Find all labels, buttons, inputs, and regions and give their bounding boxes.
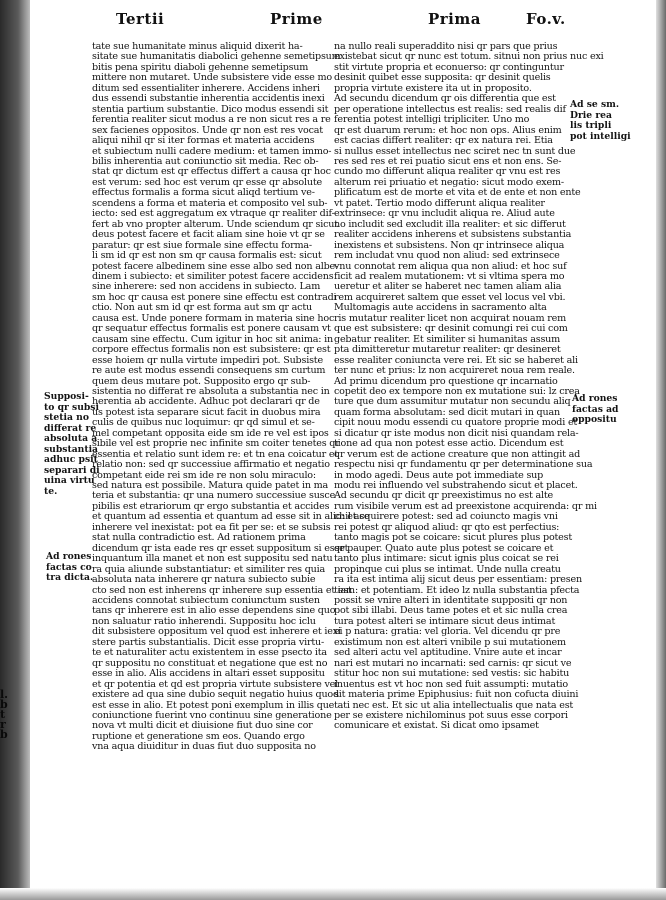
text-line: realiter accidens inherens et subsistens substantia <box>334 229 572 241</box>
text-line: rei potest qr aliquod aliud: qr qto est perfectius: <box>334 521 560 533</box>
text-line: nova vt multi dicit et diuisione fiut duo sine cor <box>92 720 313 732</box>
margin-note-ad-secundum: Ad se sm. Drie rea lis tripli pot intelligi <box>570 99 631 142</box>
text-line: paratur: qr est siue formale sine effectu forma- <box>92 239 312 251</box>
margin-note-ad-rones-right: Ad rones factas ad oppositu <box>572 393 619 425</box>
text-line: et qr potentia et qd est propria virtute subsistere vel <box>92 678 339 690</box>
text-line: stat nulla contradictio est. Ad rationem prima <box>92 532 306 544</box>
text-line: ris mutatur realiter licet non acquirat nouam rem <box>334 312 566 324</box>
text-line: inuentus est vt hoc non sed fuit assumpti: mutatio <box>334 678 568 690</box>
text-line: gebatur realiter. Et similiter si humanitas assum <box>334 333 561 345</box>
text-line: tate sue humanitate minus aliquid dixerit ha- <box>92 41 303 52</box>
text-line: bitis pena spiritu diaboli gehenne semetipsum <box>92 61 309 73</box>
text-line: ditum sed essentialiter inherere. Accidens inheri <box>92 82 320 94</box>
text-line: ferentia realiter sicut modus a re non sicut res a re <box>92 114 331 126</box>
text-line: ra quia aliunde substantiatur: et similiter res quia <box>92 563 326 575</box>
text-line: vnu connotat rem aliqua qua non aliud: et hoc suf <box>334 260 567 272</box>
text-line: tanto magis pot se coicare: sicut plures plus potest <box>334 532 573 544</box>
text-line: corpore effectus formalis non est subsistere: qr est <box>92 344 331 356</box>
margin-note-ad-rones-left: Ad rones factas co tra dicta. <box>46 551 94 583</box>
text-line: quam forma absolutam: sed dicit mutari in quan <box>334 406 560 418</box>
text-line: ei p natura: gratia: vel gloria. Vel dicendu qr pre <box>334 626 561 638</box>
text-line: sistentia no differat re absoluta a substantia nec in <box>92 385 330 397</box>
text-line: qr sequatur effectus formalis est ponere causam vt <box>92 323 331 335</box>
text-line: iecto: sed est aggregatum ex vtraque qr realiter dif- <box>92 208 335 220</box>
text-line: dus essendi substantie inherentia accidentis inexi <box>92 93 325 105</box>
text-line: per se existere nichilominus pot suus esse corpori <box>334 710 568 721</box>
text-line: bilis inherentia aut coniunctio sit media. Rec ob- <box>92 155 319 167</box>
text-line: comunicare et existat. Si dicat omo ipsamet <box>334 720 539 732</box>
text-line: sex facienes oppositos. Unde qr non est res vocat <box>92 124 323 136</box>
text-line: absoluta nata inherere qr natura subiecto subie <box>92 574 316 586</box>
text-line: existere ad qua sine dubio sequit negatio huius quod <box>92 689 339 701</box>
text-line: essentia et relatio sunt idem re: et tn ena coicatur et <box>92 448 339 460</box>
text-line: tanto plus intimare: sicut ignis plus coicat se rei <box>334 553 559 565</box>
text-line: pibilis est etrariorum qr ergo substantia et accides <box>92 500 330 512</box>
text-line: plificatum est de morte et vita et de ente et non ente <box>334 187 581 199</box>
text-line: qr pauper. Quato aute plus potest se coicare et <box>334 542 554 554</box>
text-line: vt patet. Tertio modo differunt aliqua realiter <box>334 197 545 209</box>
text-line: Ad secundu dicendum qr ois differentia que est <box>334 93 556 105</box>
text-line: dinem i subiecto: et similiter potest facere accidens <box>92 270 334 282</box>
text-line: teria et substantia: qr una numero successiue susce <box>92 490 336 502</box>
text-line: tans qr inherere est in alio esse dependens sine quo <box>92 605 336 617</box>
text-line: ueretur et aliter se haberet nec tamen aliam alia <box>334 281 562 293</box>
text-line: te et naturaliter actu existentem in esse psecto ita <box>92 647 327 659</box>
text-line: esse in alio. Alis accidens in altari esset suppositu <box>92 668 325 680</box>
text-line: que est subsistere: qr desinit comungi rei cui com <box>334 323 568 335</box>
text-line: vna aqua diuiditur in duas fiut duo supposita no <box>92 741 316 753</box>
text-line: possit se vnire alteri in identitate suppositi qr non <box>334 595 568 607</box>
text-line: herentia ab accidente. Adhuc pot declarari qr de <box>92 396 320 408</box>
text-line: respectu nisi qr fundamentu qr per determinatione sua <box>334 459 593 471</box>
text-line: est verum: sed hoc est verum qr esse qr absolute <box>92 176 322 188</box>
text-line: Ad primu dicendum pro questione qr incarnatio <box>334 375 558 387</box>
text-line: li sm id qr est non sm qr causa formalis est: sicut <box>92 250 322 262</box>
text-line: ture que dum assumitur mutatur non secundu aliq <box>334 396 571 408</box>
text-line: dit subsistere oppositum vel quod est inherere et iexi <box>92 626 341 638</box>
text-line: sitate sue humanitatis diabolici gehenne semetipsum <box>92 51 341 63</box>
text-line: Ad secundu qr dicit qr preexistimus no est alte <box>334 490 554 502</box>
text-line: sit materia prime Epiphusius: fuit non cofucta diuini <box>334 689 579 701</box>
text-line: stitur hoc non sui mutatione: sed vestis: sic habitu <box>334 668 570 680</box>
text-line: rem includat vnu quod non aliud: sed extrinsece <box>334 250 560 262</box>
text-line: et quantum ad essentia et quantum ad esse sit in alio: et se <box>92 511 370 523</box>
text-line: coniunctione fuerint vno continuu sine generatione <box>92 710 332 721</box>
text-line: stat qr dictum est qr effectus differt a causa qr hoc <box>92 166 331 178</box>
left-center-head: Prime <box>270 10 323 28</box>
text-line: causa est. Unde ponere formam in materia sine hoc <box>92 312 335 324</box>
text-line: qr est duarum rerum: et hoc non ops. Alius enim <box>334 124 562 136</box>
text-line: Multomagis aute accidens in sacramento alta <box>334 302 547 314</box>
text-line: extrinsece: qr vnu includit aliqua re. Aliud aute <box>334 208 555 220</box>
text-line: si nullus esset intellectus nec sciret nec tn sunt due <box>334 145 576 157</box>
text-line: inexistens et subsistens. Non qr intrinsece aliqua <box>334 239 565 251</box>
text-line: competant eide rei sm ide re non solu miraculo: <box>92 469 316 481</box>
text-line: quem deus mutare pot. Supposito ergo qr sub- <box>92 375 311 387</box>
text-line: existebat sicut qr nunc est totum. sitnui non prius nuc exi <box>334 51 604 63</box>
text-line: effectus formalis a forma sicut aliqd tertium ve- <box>92 187 315 199</box>
text-line: us potest ista separare sicut facit in duobus mira <box>92 406 321 418</box>
text-line: non saluatur ratio inherendi. Suppositu hoc iclu <box>92 615 316 627</box>
text-line: pot sibi illabi. Deus tame potes et et sic nulla crea <box>334 605 568 617</box>
folio-number: Fo.v. <box>526 10 566 28</box>
text-line: chil acquirere potest: sed ad coiuncto magis vni <box>334 511 558 523</box>
text-line: qr verum est de actione creature que non attingit ad <box>334 448 581 460</box>
binding-shadow-left <box>0 0 30 900</box>
text-line: res sed res et rei puatio sicut ens et non ens. Se- <box>334 155 562 167</box>
text-line: dicendum qr ista eade res qr esset suppositum si esset <box>92 542 349 554</box>
text-line: na nullo reali superaddito nisi qr pars que prius <box>334 41 558 52</box>
text-line: potest facere albedinem sine esse albo sed non albe- <box>92 260 339 272</box>
right-center-head: Prima <box>428 10 481 28</box>
text-line: inherere vel inexistat: pot ea fit per se: et se subsis <box>92 521 331 533</box>
text-line: no includit sed excludit illa realiter: et sic differut <box>334 218 566 230</box>
facing-page-fragment: l. b t r b <box>0 688 9 741</box>
text-line: stere partis substantialis. Dicit esse propria virtu- <box>92 636 325 648</box>
text-line: sed natura est possibile. Matura quide patet in ma <box>92 480 329 492</box>
text-line: pta dimitteretur mutaretur realiter: qr desineret <box>334 344 561 356</box>
text-line: modu rei influendo vel substrahendo sicut et placet. <box>334 480 578 492</box>
page-edge-shadow-bottom <box>0 888 666 900</box>
text-line: sed alteri actu vel aptitudine. Vnire aute et incar <box>334 647 562 659</box>
text-line: sine inherere: sed non accidens in subiecto. Lam <box>92 281 321 293</box>
text-line: ficit ad realem mutationem: vt si vltima spera mo <box>334 270 565 282</box>
text-line: stentia partium substantie. Dico modus essendi sit <box>92 103 329 115</box>
text-line: est esse in alio. Et potest poni exemplum in illis que <box>92 699 335 711</box>
text-line: stit virtute propria et econuerso: qr continguntur <box>334 61 564 73</box>
text-line: sibile vel est proprie nec infinite sm coiter tenetes qr <box>92 438 340 450</box>
text-line: ruptione et generatione sm eos. Quando ergo <box>92 730 305 742</box>
left-running-head: Tertii <box>116 10 165 28</box>
text-line: culis de quibus nuc loquimur: qr qd simul et se- <box>92 417 315 429</box>
text-line: nari est mutari no incarnati: sed carnis: qr sicut ve <box>334 657 572 669</box>
text-line: in modo agedi. Deus aute pot immediate sup <box>334 469 544 481</box>
text-line: relatio non: sed qr successiue affirmatio et negatio <box>92 459 330 471</box>
left-text-column <box>92 41 370 774</box>
text-line: causam sine effectu. Cum igitur in hoc sit anima: in <box>92 333 334 345</box>
margin-note-supposito: Supposi- to qr subsi stetia no differat re absoluta a substantia adhuc psit separari di uina virtu te. <box>44 391 100 497</box>
text-line: sm hoc qr causa est ponere sine effectu est contradi <box>92 291 337 303</box>
text-line: alterum rei priuatio et negatio: sicut modo exem- <box>334 176 564 188</box>
text-line: et subiectum nulli cadere medium: et tamen immo- <box>92 145 332 157</box>
text-line: ra ita est intima alij sicut deus per essentiam: presen <box>334 574 582 586</box>
text-line: si dicatur qr iste modus non dicit nisi quandam rela- <box>334 427 579 439</box>
text-line: copetit deo ex tempore non ex mutatione sui: lz crea <box>334 385 580 397</box>
text-line: est cacias differt realiter: qr ex natura rei. Etia <box>334 135 553 147</box>
text-line: per operatione intellectus est realis: sed realis dif <box>334 103 566 115</box>
text-line: inquantum illa manet et non est suppositu sed natu <box>92 553 333 565</box>
text-line: propinque cui plus se intimat. Unde nulla creatu <box>334 563 561 575</box>
text-line: qr suppositu no constituat et negatione que est no <box>92 657 328 669</box>
text-line: mittere non mutaret. Unde subsistere vide esse mo <box>92 72 332 84</box>
text-line: mel competant opposita eide sm ide re vel est ipos <box>92 427 329 439</box>
text-line: desinit quibet esse supposita: qr desinit quelis <box>334 72 551 84</box>
text-line: rem acquireret saltem que esset vel locus vel vbi. <box>334 291 566 303</box>
text-line: esse hoiem qr nulla virtute impediri pot. Subsiste <box>92 354 323 366</box>
text-line: existimum non est alteri vnibile p sui mutationem <box>334 636 566 648</box>
text-line: ctio. Non aut sm id qr est forma aut sm qr actu <box>92 302 312 314</box>
text-line: accidens connotat subiectum coniunctum susten <box>92 595 320 607</box>
text-line: aliqui nihil qr si iter formas et materia accidens <box>92 135 315 147</box>
text-line: scendens a forma et materia et composito vel sub- <box>92 197 328 209</box>
text-line: propria virtute existere ita ut in proposito. <box>334 82 532 94</box>
text-line: cundo mo differunt aliqua realiter qr vnu est res <box>334 166 561 178</box>
text-line: tati nec est. Et sic ut alia intellectualis que nata est <box>334 699 574 711</box>
text-line: tiam: et potentiam. Et ideo lz nulla substantia pfecta <box>334 584 580 596</box>
text-line: rum visibile verum est ad preexistone acquirenda: qr mi <box>334 500 597 512</box>
text-line: tione ad qua non potest esse actio. Dicendum est <box>334 438 564 450</box>
text-line: cto sed non est inherens qr inherere sup essentia et est <box>92 584 352 596</box>
text-line: esse realiter coniuncta vere rei. Et sic se haberet ali <box>334 354 578 366</box>
text-line: ferentia potest intelligi tripliciter. Uno mo <box>334 114 530 126</box>
page-edge-shadow-right <box>656 0 666 900</box>
text-line: deus potest facere et facit aliam sine hoie vt qr se <box>92 229 325 241</box>
text-line: tura potest alteri se intimare sicut deus intimat <box>334 615 556 627</box>
text-line: re aute est modus essendi consequens sm curtum <box>92 365 326 377</box>
text-line: fert ab vno propter alterum. Unde sciendum qr sicut <box>92 218 338 230</box>
text-line: cipit nouu modu essendi cu quatore proprie modi et <box>334 417 578 429</box>
text-line: ter nunc et prius: lz non acquireret noua rem reale. <box>334 365 575 377</box>
